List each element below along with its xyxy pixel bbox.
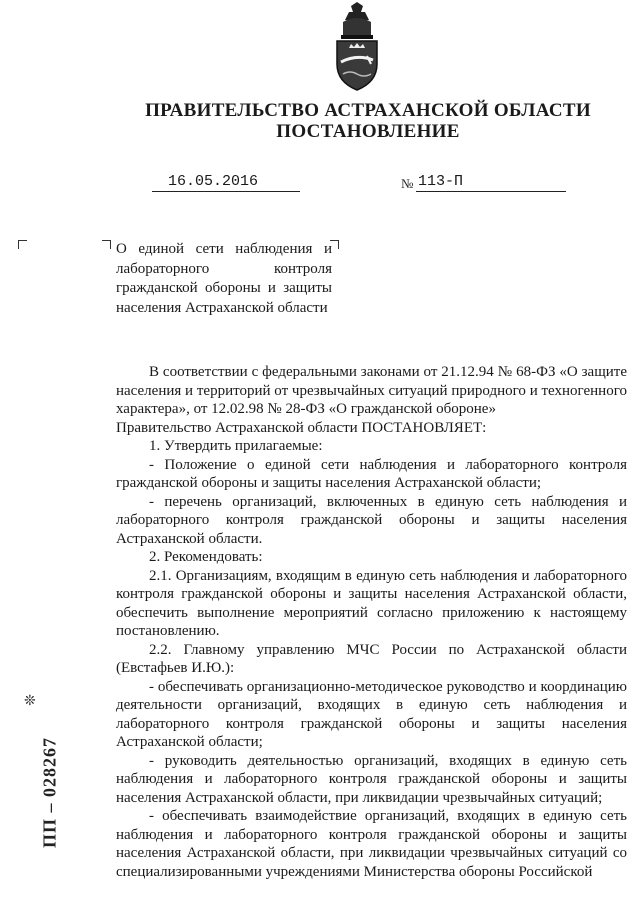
coat-of-arms-icon (331, 2, 383, 92)
body-paragraph: - обеспечивать взаимодействие организаций, входящих в единую сеть наблюдения и лабораторного контроля гражданской обороны и защиты населения Астраханской области, при ликвидации чрезвычайных ситуаций со специализированными учреждениями Министерства обороны Российской (116, 808, 627, 880)
side-ornament-icon: ❊ (24, 694, 36, 709)
decree-date: 16.05.2016 (152, 173, 300, 192)
corner-mark-middle (102, 240, 111, 249)
corner-mark-left (18, 240, 27, 249)
document-type-title: ПОСТАНОВЛЕНИЕ (276, 121, 460, 142)
decree-number: 113-П (416, 173, 566, 192)
body-paragraph: - перечень организаций, включенных в единую сеть наблюдения и лабораторного контроля гражданской обороны и защиты населения Астраханской области. (116, 493, 627, 547)
decree-subject-title: О единой сети наблюдения и лабораторного контроля гражданской обороны и защиты населения Астраханской области (116, 241, 332, 316)
decree-body (116, 363, 627, 881)
serial-number: ПП – 028267 (39, 737, 60, 849)
body-paragraph: 2.2. Главному управлению МЧС России по Астраханской области (Евстафьев И.Ю.): (116, 641, 627, 676)
government-title: ПРАВИТЕЛЬСТВО АСТРАХАНСКОЙ ОБЛАСТИ (145, 100, 591, 121)
body-paragraph: - руководить деятельностью организаций, входящих в единую сеть наблюдения и лабораторного контроля гражданской обороны и защиты населения Астраханской области, при ликвидации чрезвычайных ситуаций; (116, 752, 627, 806)
body-paragraph: Правительство Астраханской области ПОСТАНОВЛЯЕТ: (116, 419, 487, 436)
decree-number-label: № (401, 176, 414, 191)
body-paragraph: 1. Утвердить прилагаемые: (149, 438, 323, 454)
body-paragraph: 2.1. Организациям, входящим в единую сеть наблюдения и лабораторного контроля гражданской обороны и защиты населения Астраханской области, обеспечить выполнение мероприятий согласно приложению к настоящему постановлению. (116, 567, 627, 639)
body-paragraph: - Положение о единой сети наблюдения и лабораторного контроля гражданской обороны и защиты населения Астраханской области; (116, 456, 627, 491)
body-paragraph: - обеспечивать организационно-методическое руководство и координацию деятельности организаций, входящих в единую сеть наблюдения и лабораторного контроля гражданской обороны и защиты населения Астраханской области; (116, 678, 627, 750)
body-paragraph: 2. Рекомендовать: (149, 549, 263, 565)
body-paragraph: В соответствии с федеральными законами от 21.12.94 № 68-ФЗ «О защите населения и территорий от чрезвычайных ситуаций природного и техногенного характера», от 12.02.98 № 28-ФЗ «О гражданской обороне» (116, 364, 627, 417)
